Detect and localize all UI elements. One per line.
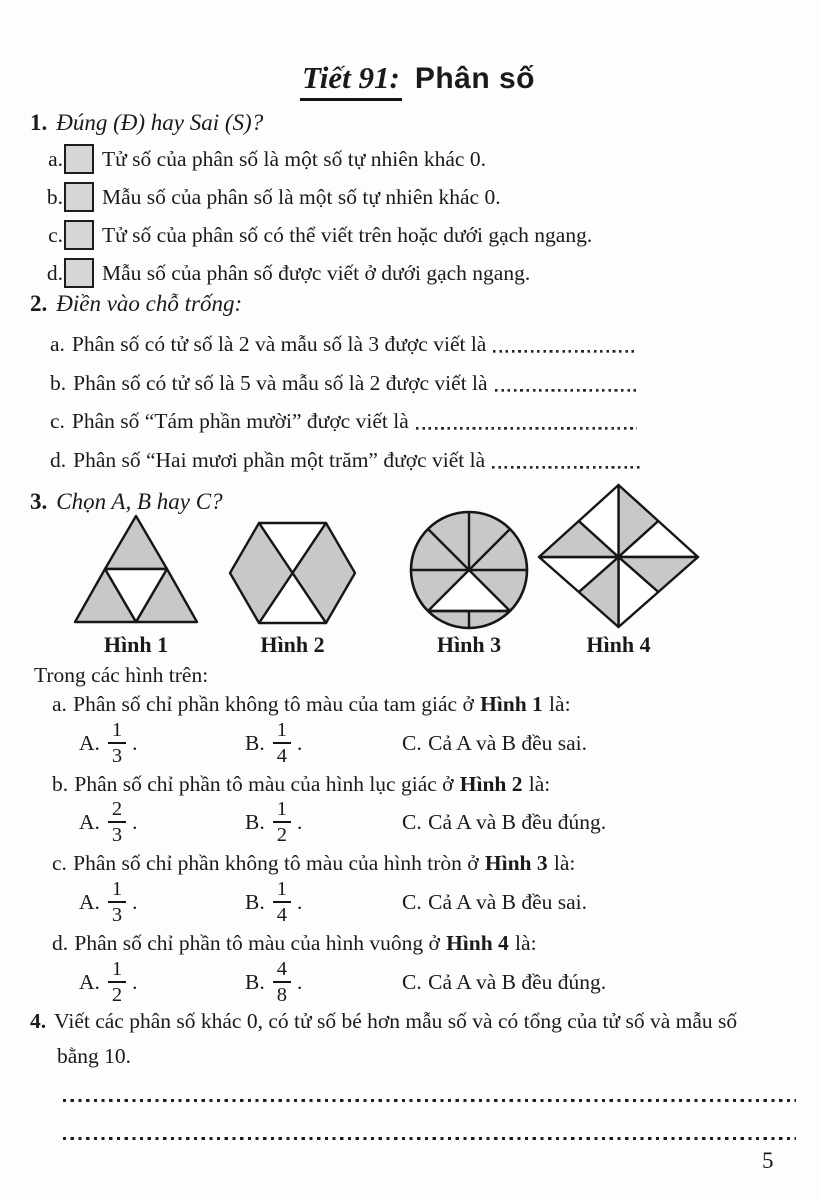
item-letter: a. <box>52 692 67 716</box>
q2-text-b: Phân số có tử số là 5 và mẫu số là 2 được viết là <box>73 371 488 395</box>
option-suffix: . <box>296 969 303 994</box>
option-text: Cả A và B đều đúng. <box>428 969 607 994</box>
q3-intro: Trong các hình trên: <box>34 663 209 687</box>
option-suffix: . <box>296 889 303 914</box>
item-letter: c. <box>48 222 63 247</box>
fraction-numerator: 1 <box>108 719 126 744</box>
fraction-denominator: 8 <box>276 984 287 1006</box>
question-3-heading <box>30 489 223 515</box>
q1-answer-box-d[interactable] <box>64 258 94 288</box>
question-2-number: 2. <box>30 291 48 316</box>
fraction-numerator: 1 <box>273 878 291 903</box>
q3-options-a <box>0 720 821 766</box>
question-1-number: 1. <box>30 110 48 135</box>
fraction-numerator: 2 <box>108 798 126 823</box>
option-suffix: . <box>132 730 138 755</box>
item-letter: c. <box>52 851 67 875</box>
question-4-text-line1: Viết các phân số khác 0, có tử số bé hơn mẫu số và có tổng của tử số và mẫu số <box>54 1009 738 1033</box>
page-number: 5 <box>762 1148 774 1173</box>
fraction-numerator: 1 <box>273 798 291 823</box>
option-label: B. <box>245 969 265 994</box>
fraction-numerator: 1 <box>108 958 126 983</box>
item-letter: c. <box>50 409 65 433</box>
option-a[interactable] <box>79 720 138 766</box>
q2-answer-blank-a[interactable] <box>493 341 638 353</box>
option-text: Cả A và B đều đúng. <box>428 809 607 834</box>
fraction-denominator: 4 <box>276 904 287 926</box>
q3-stem-c <box>52 851 582 876</box>
lesson-subject: Phân số <box>414 62 536 95</box>
q2-text-d: Phân số “Hai mươi phần một trăm” được viết là <box>73 448 486 472</box>
fraction-denominator: 4 <box>276 745 287 767</box>
fraction-denominator: 2 <box>276 824 287 846</box>
fraction <box>273 798 291 846</box>
q4-answer-line-2[interactable] <box>63 1137 796 1140</box>
fraction-denominator: 3 <box>111 824 123 846</box>
fraction <box>108 958 126 1006</box>
stem-text: Phân số chỉ phần không tô màu của tam giác ở <box>73 692 474 716</box>
figure-hinh-4-square <box>537 483 700 630</box>
option-label: C. <box>402 730 422 755</box>
option-text: Cả A và B đều sai. <box>428 889 588 914</box>
figure-label-hinh-4: Hình 4 <box>586 632 651 657</box>
stem-figure-ref: Hình 2 <box>459 772 523 796</box>
fraction <box>108 719 126 767</box>
q1-answer-box-b[interactable] <box>64 182 94 212</box>
question-1-heading <box>30 110 263 136</box>
item-letter: d. <box>46 260 63 285</box>
q3-options-c <box>0 879 821 925</box>
question-3-prompt: Chọn A, B hay C? <box>56 489 223 514</box>
question-4-heading <box>30 1009 737 1034</box>
fraction-denominator: 3 <box>111 745 123 767</box>
option-suffix: . <box>132 969 138 994</box>
q1-item-b <box>41 181 501 213</box>
option-suffix: . <box>132 809 138 834</box>
question-2-prompt: Điền vào chỗ trống: <box>56 291 243 316</box>
option-label: C. <box>402 809 422 834</box>
fraction-denominator: 2 <box>111 984 123 1006</box>
figure-label-hinh-3: Hình 3 <box>436 632 502 657</box>
option-c[interactable] <box>402 959 606 1005</box>
question-3-number: 3. <box>30 489 48 514</box>
option-c[interactable] <box>402 799 606 845</box>
option-label: B. <box>245 809 265 834</box>
q3-options-b <box>0 799 821 845</box>
figure-label-hinh-1: Hình 1 <box>103 632 169 657</box>
q1-statement-d: Mẫu số của phân số được viết ở dưới gạch ngang. <box>102 260 531 285</box>
question-4-number: 4. <box>30 1009 47 1033</box>
q1-item-c <box>41 219 592 251</box>
q2-item-b <box>50 371 640 396</box>
item-letter: d. <box>50 448 67 472</box>
question-2-heading <box>30 291 242 317</box>
q1-item-d <box>41 257 530 289</box>
q3-stem-d <box>52 931 543 956</box>
stem-text: Phân số chỉ phần không tô màu của hình tròn ở <box>73 851 479 875</box>
option-c[interactable] <box>402 879 587 925</box>
item-letter: a. <box>50 332 65 356</box>
option-b[interactable] <box>245 799 302 845</box>
item-letter: b. <box>46 184 63 209</box>
q1-statement-a: Tử số của phân số là một số tự nhiên khác 0. <box>102 146 486 171</box>
item-letter: b. <box>52 772 69 796</box>
page-title <box>0 60 821 101</box>
q2-answer-blank-c[interactable] <box>416 418 637 430</box>
triangle-top-shaded <box>105 516 167 569</box>
option-label: C. <box>402 969 422 994</box>
fraction-denominator: 3 <box>111 904 123 926</box>
stem-figure-ref: Hình 1 <box>480 692 543 716</box>
option-a[interactable] <box>79 959 138 1005</box>
fraction <box>273 958 291 1006</box>
q2-item-c <box>50 409 637 434</box>
option-b[interactable] <box>245 720 302 766</box>
q4-answer-line-1[interactable] <box>63 1099 796 1102</box>
option-label: B. <box>245 730 265 755</box>
option-label: B. <box>245 889 265 914</box>
option-label: A. <box>79 889 100 914</box>
question-4-text-line2: bằng 10. <box>57 1044 132 1068</box>
fraction <box>108 798 126 846</box>
stem-text: Phân số chỉ phần tô màu của hình vuông ở <box>74 931 440 955</box>
option-c[interactable] <box>402 720 587 766</box>
option-suffix: . <box>296 730 303 755</box>
option-label: A. <box>79 809 100 834</box>
fraction <box>273 878 291 926</box>
option-text: Cả A và B đều sai. <box>428 730 588 755</box>
q2-answer-blank-b[interactable] <box>495 380 640 392</box>
q1-answer-box-a[interactable] <box>64 144 94 174</box>
q2-text-a: Phân số có tử số là 2 và mẫu số là 3 được viết là <box>71 332 487 356</box>
option-suffix: . <box>132 889 138 914</box>
q3-stem-a <box>52 692 577 717</box>
figure-label-hinh-2: Hình 2 <box>260 632 325 657</box>
q2-item-a <box>50 332 638 357</box>
fraction-numerator: 1 <box>108 878 126 903</box>
option-b[interactable] <box>245 959 302 1005</box>
q2-answer-blank-d[interactable] <box>492 457 640 469</box>
fraction <box>108 878 126 926</box>
item-letter: b. <box>50 371 67 395</box>
stem-text: là: <box>515 931 537 955</box>
figure-hinh-1-triangle <box>72 513 200 625</box>
fraction-numerator: 4 <box>273 958 291 983</box>
option-label: A. <box>79 730 100 755</box>
stem-figure-ref: Hình 3 <box>484 851 548 875</box>
q1-answer-box-c[interactable] <box>64 220 94 250</box>
option-label: C. <box>402 889 422 914</box>
option-b[interactable] <box>245 879 302 925</box>
question-1-prompt: Đúng (Đ) hay Sai (S)? <box>56 110 264 135</box>
q1-statement-b: Mẫu số của phân số là một số tự nhiên khác 0. <box>102 184 501 209</box>
figure-hinh-3-circle <box>408 509 530 631</box>
stem-text: là: <box>553 851 576 875</box>
q3-options-d <box>0 959 821 1005</box>
option-a[interactable] <box>79 879 138 925</box>
item-letter: a. <box>48 146 63 171</box>
stem-text: là: <box>528 772 551 796</box>
fraction-numerator: 1 <box>273 719 291 744</box>
q3-stem-b <box>52 772 556 797</box>
stem-text: Phân số chỉ phần tô màu của hình lục giác ở <box>74 772 454 796</box>
option-a[interactable] <box>79 799 138 845</box>
item-letter: d. <box>52 931 69 955</box>
figure-hinh-2-hexagon <box>228 521 357 625</box>
option-suffix: . <box>296 809 303 834</box>
option-label: A. <box>79 969 100 994</box>
q2-item-d <box>50 448 640 473</box>
fraction <box>273 719 291 767</box>
stem-figure-ref: Hình 4 <box>446 931 509 955</box>
q2-text-c: Phân số “Tám phần mười” được viết là <box>71 409 409 433</box>
q1-item-a <box>41 143 486 175</box>
stem-text: là: <box>549 692 571 716</box>
lesson-number: Tiết 91: <box>300 60 402 101</box>
q1-statement-c: Tử số của phân số có thể viết trên hoặc dưới gạch ngang. <box>102 222 593 247</box>
